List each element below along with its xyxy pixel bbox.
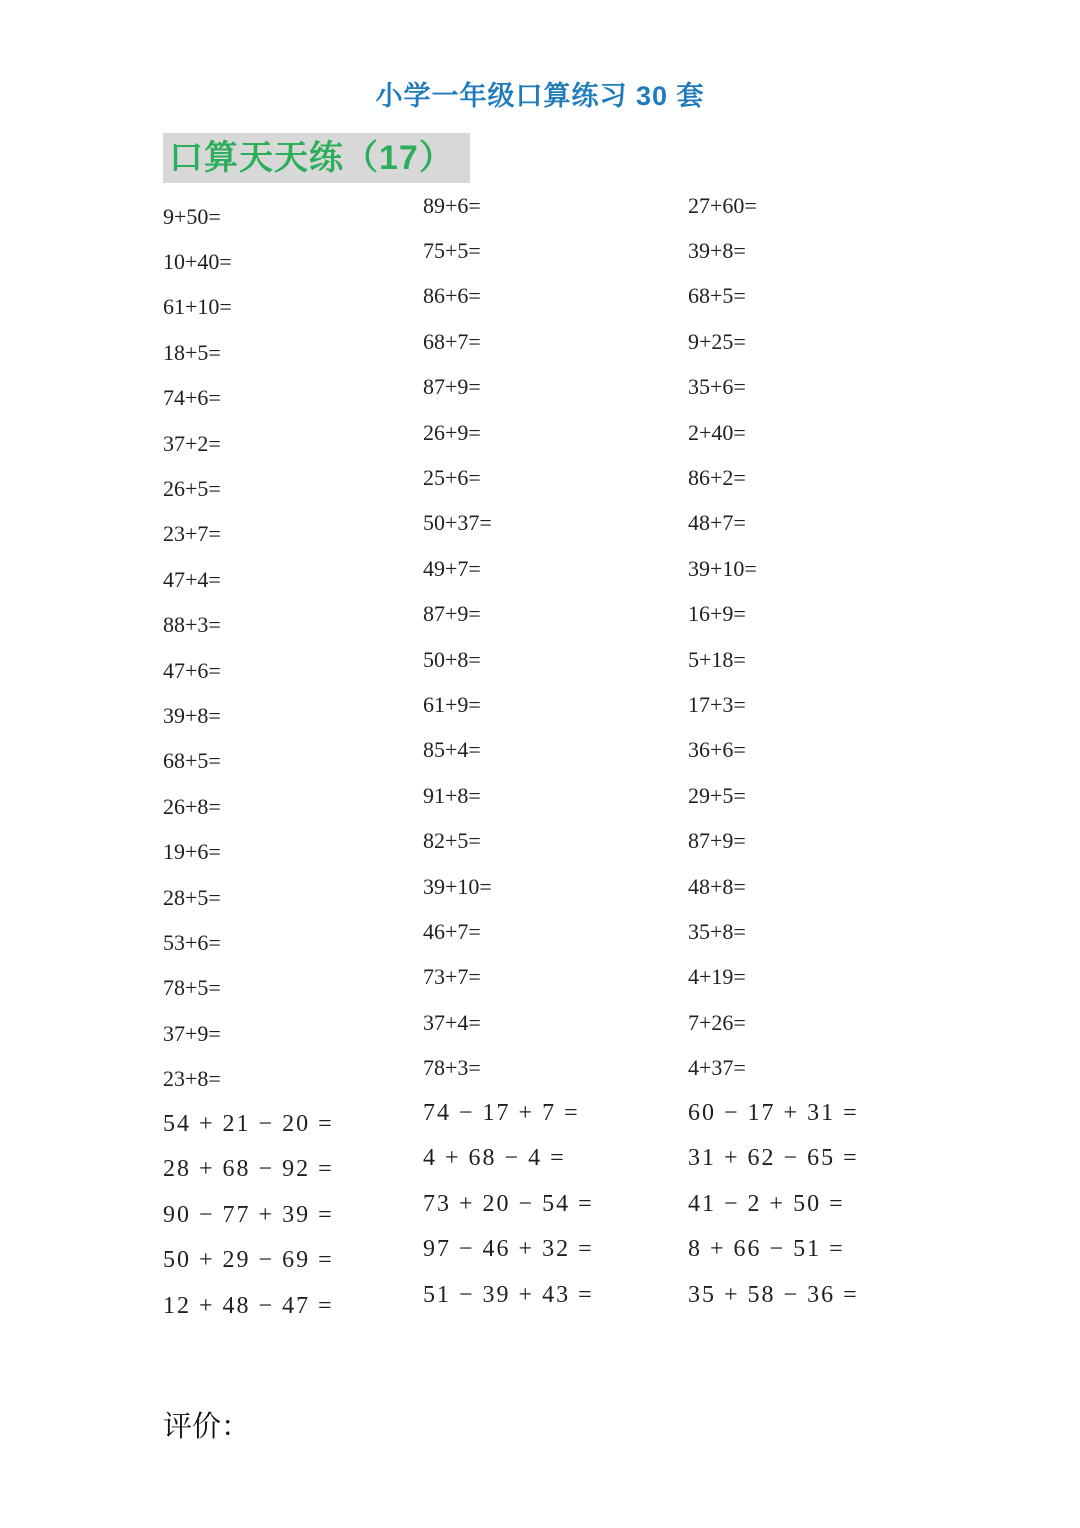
problem-item: 41 − 2 + 50 = (688, 1190, 845, 1217)
problem-item: 39+10= (423, 873, 492, 899)
problem-item: 4+19= (688, 964, 746, 990)
evaluation-label: 评价： (163, 1410, 251, 1443)
problem-item: 54 + 21 − 20 = (163, 1111, 334, 1137)
problem-item: 78+5= (163, 975, 221, 1001)
problem-item: 73 + 20 − 54 = (423, 1190, 594, 1217)
problem-item: 39+10= (688, 555, 757, 581)
problem-item: 60 − 17 + 31 = (688, 1100, 859, 1126)
problem-item: 61+9= (423, 691, 481, 717)
problem-item: 37+9= (163, 1020, 221, 1046)
problem-item: 25+6= (423, 465, 481, 491)
problem-item: 5+18= (688, 646, 746, 672)
problem-item: 87+9= (423, 601, 481, 627)
problem-item: 50+37= (423, 510, 492, 536)
problem-item: 4 + 68 − 4 = (423, 1145, 566, 1172)
problem-item: 39+8= (163, 702, 221, 728)
problem-item: 23+7= (163, 521, 221, 547)
problem-item: 46+7= (423, 918, 481, 944)
problem-item: 26+5= (163, 476, 221, 502)
problem-item: 87+9= (423, 374, 481, 400)
problem-item: 26+9= (423, 419, 481, 445)
problem-item: 10+40= (163, 249, 232, 275)
problem-column-3 (688, 183, 1080, 1329)
problem-item: 28 + 68 − 92 = (163, 1156, 334, 1183)
problem-column-2 (423, 183, 688, 1329)
section-header-row (163, 133, 1080, 183)
problem-item: 12 + 48 − 47 = (163, 1292, 334, 1319)
problem-item: 8 + 66 − 51 = (688, 1236, 845, 1263)
problem-item: 47+6= (163, 657, 221, 683)
problem-item: 68+7= (423, 328, 481, 354)
problem-item: 86+2= (688, 465, 746, 491)
problem-column-1 (163, 183, 423, 1329)
problem-item: 50+8= (423, 646, 481, 672)
problem-item: 17+3= (688, 691, 746, 717)
problem-item: 48+8= (688, 873, 746, 899)
problem-item: 48+7= (688, 510, 746, 536)
problem-item: 9+50= (163, 203, 221, 229)
problem-item: 31 + 62 − 65 = (688, 1145, 859, 1172)
problem-item: 23+8= (163, 1066, 221, 1092)
problem-item: 74+6= (163, 385, 221, 411)
problem-item: 82+5= (423, 828, 481, 854)
problem-item: 29+5= (688, 782, 746, 808)
problem-item: 4+37= (688, 1055, 746, 1081)
problem-columns (163, 183, 1080, 1329)
problem-item: 19+6= (163, 839, 221, 865)
problem-item: 47+4= (163, 566, 221, 592)
problem-item: 91+8= (423, 782, 481, 808)
problem-item: 37+2= (163, 430, 221, 456)
problem-item: 35 + 58 − 36 = (688, 1281, 859, 1308)
problem-item: 36+6= (688, 737, 746, 763)
problem-item: 9+25= (688, 328, 746, 354)
problem-item: 85+4= (423, 737, 481, 763)
page-title: 小学一年级口算练习 30 套 (375, 81, 705, 111)
problem-item: 18+5= (163, 339, 221, 365)
problem-item: 39+8= (688, 238, 746, 264)
problem-item: 73+7= (423, 964, 481, 990)
problem-item: 68+5= (163, 748, 221, 774)
problem-item: 16+9= (688, 601, 746, 627)
problem-item: 53+6= (163, 929, 221, 955)
problem-item: 49+7= (423, 555, 481, 581)
problem-item: 68+5= (688, 283, 746, 309)
problem-item: 87+9= (688, 828, 746, 854)
problem-item: 28+5= (163, 884, 221, 910)
problem-item: 35+6= (688, 374, 746, 400)
problem-item: 50 + 29 − 69 = (163, 1247, 334, 1274)
problem-item: 88+3= (163, 612, 221, 638)
problem-item: 26+8= (163, 793, 221, 819)
problem-item: 86+6= (423, 283, 481, 309)
section-header: 口算天天练（17） (163, 133, 470, 183)
problem-item: 78+3= (423, 1055, 481, 1081)
problem-item: 75+5= (423, 238, 481, 264)
problem-item: 89+6= (423, 192, 481, 218)
problem-item: 74 − 17 + 7 = (423, 1100, 580, 1126)
problem-item: 90 − 77 + 39 = (163, 1201, 334, 1228)
problem-item: 97 − 46 + 32 = (423, 1236, 594, 1263)
problem-item: 7+26= (688, 1009, 746, 1035)
problem-item: 35+8= (688, 918, 746, 944)
problem-item: 2+40= (688, 419, 746, 445)
problem-item: 61+10= (163, 294, 232, 320)
problem-item: 37+4= (423, 1009, 481, 1035)
problem-item: 27+60= (688, 192, 757, 218)
problem-item: 51 − 39 + 43 = (423, 1281, 594, 1308)
